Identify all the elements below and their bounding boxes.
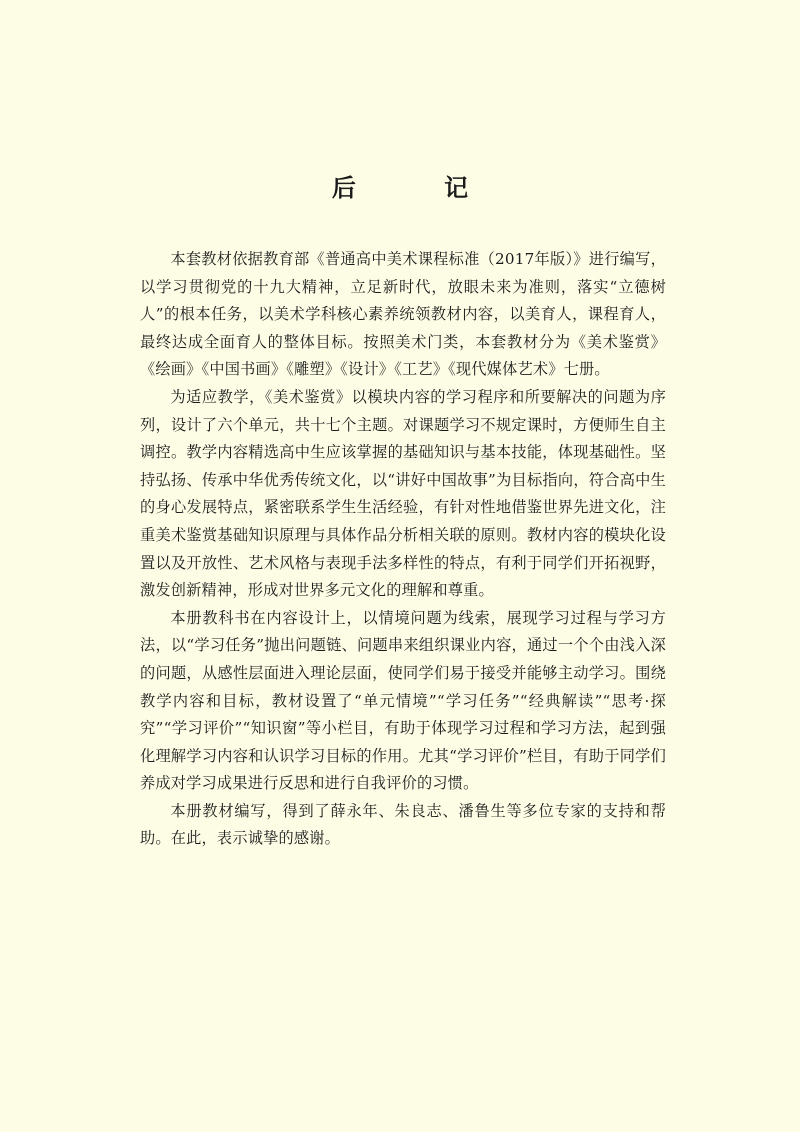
paragraph: 为适应教学，《美术鉴赏》以模块内容的学习程序和所要解决的问题为序列，设计了六个单元，共十七个主题。对课题学习不规定课时，方便师生自主调控。教学内容精选高中生应该掌握的基础知识与基本技能，体现基础性。坚持弘扬、传承中华优秀传统文化，以“讲好中国故事”为目标指向，符合高中生的身心发展特点，紧密联系学生生活经验，有针对性地借鉴世界先进文化，注重美术鉴赏基础知识原理与具体作品分析相关联的原则。教材内容的模块化设置以及开放性、艺术风格与表现手法多样性的特点，有利于同学们开拓视野，激发创新精神，形成对世界多元文化的理解和尊重。 [140,387,666,600]
paragraph: 本套教材依据教育部《普通高中美术课程标准（2017年版）》进行编写，以学习贯彻党的十九大精神，立足新时代，放眼未来为准则，落实“立德树人”的根本任务，以美术学科核心素养统领教材内容，以美育人，课程育人，最终达成全面育人的整体目标。按照美术门类，本套教材分为《美术鉴赏》《绘画》《中国书画》《雕塑》《设计》《工艺》《现代媒体艺术》七册。 [140,250,666,379]
page-title: 后 记 [331,174,509,202]
body-text [140,246,666,853]
paragraph: 本册教科书在内容设计上，以情境问题为线索，展现学习过程与学习方法，以“学习任务”抛出问题链、问题串来组织课业内容，通过一个个由浅入深的问题，从感性层面进入理论层面，使同学们易于接受并能够主动学习。围绕教学内容和目标，教材设置了“单元情境”“学习任务”“经典解读”“思考·探究”“学习评价”“知识窗”等小栏目，有助于体现学习过程和学习方法，起到强化理解学习内容和认识学习目标的作用。尤其“学习评价”栏目，有助于同学们养成对学习成果进行反思和进行自我评价的习惯。 [140,608,666,793]
paragraph: 本册教材编写，得到了薛永年、朱良志、潘鲁生等多位专家的支持和帮助。在此，表示诚挚的感谢。 [140,801,666,848]
